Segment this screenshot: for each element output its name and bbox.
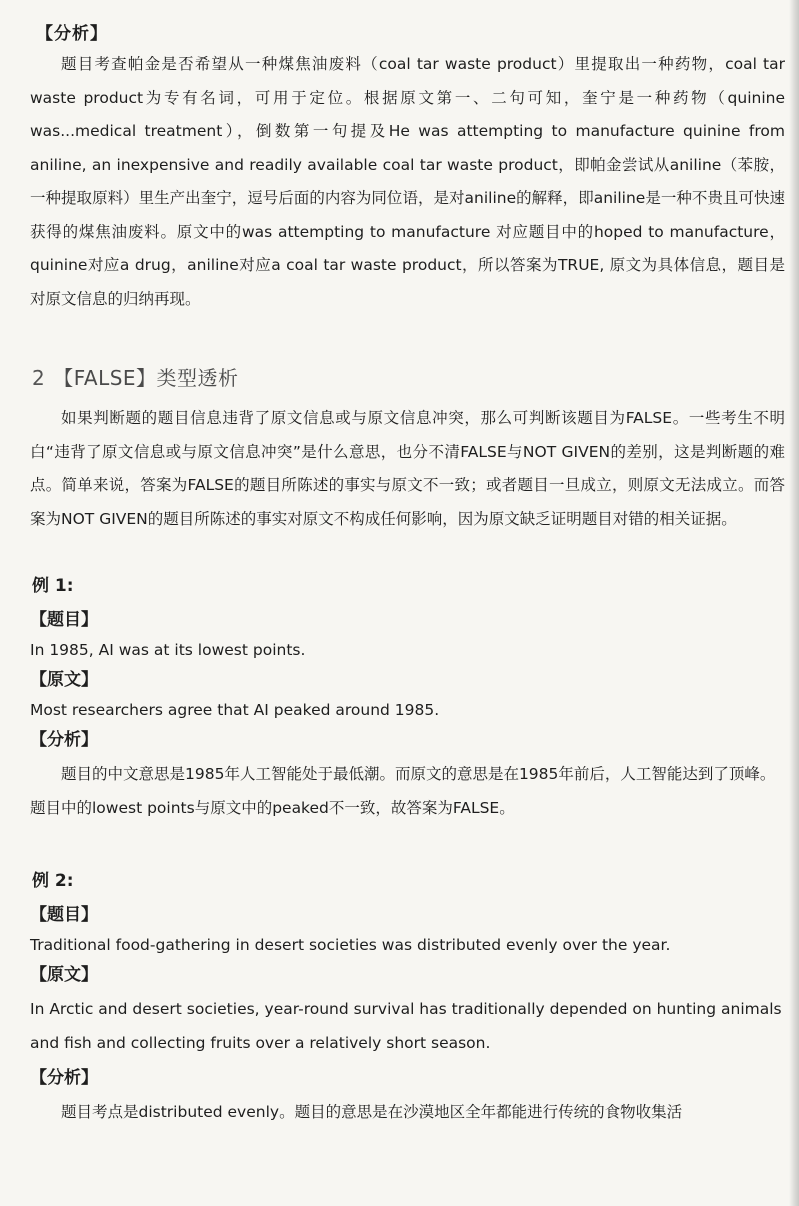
section-paragraph: 如果判断题的题目信息违背了原文信息或与原文信息冲突，那么可判断该题目为FALSE。一些考生不明白“违背了原文信息或与原文信息冲突”是什么意思，也分不清FALSE与NOT GIVEN的差别，这是判断题的难点。简单来说，答案为FALSE的题目所陈述的事实与原文不一致；或者题目一旦成立，则原文无法成立。而答案为NOT GIVEN的题目所陈述的事实对原文不构成任何影响，因为原文缺乏证明题目对错的相关证据。: [30, 409, 785, 528]
example-1-question: In 1985, AI was at its lowest points.: [30, 641, 306, 659]
intro-analysis-label: 【分析】: [36, 24, 108, 44]
page-edge-shadow: [789, 0, 799, 1206]
example-2-question: Traditional food-gathering in desert societies was distributed evenly over the year.: [30, 936, 671, 954]
example-2-source-label: 【原文】: [30, 965, 98, 985]
section-heading: [32, 364, 785, 392]
intro-analysis-paragraph: 题目考查帕金是否希望从一种煤焦油废料（coal tar waste product）里提取出一种药物，coal tar waste product为专有名词，可用于定位。根据原文第一、二句可知，奎宁是一种药物（quinine was...medical treatment），倒数第一句提及He was attempting to manufacture quinine from aniline, an inexpensive and readily available coal tar waste product，即帕金尝试从aniline（苯胺，一种提取原料）里生产出奎宁，逗号后面的内容为同位语，是对aniline的解释，即aniline是一种不贵且可快速获得的煤焦油废料。原文中的was attempting to manufacture 对应题目中的hoped to manufacture，quinine对应a drug，aniline对应a coal tar waste product，所以答案为TRUE, 原文为具体信息，题目是对原文信息的归纳再现。: [30, 55, 785, 308]
example-1-question-label: 【题目】: [30, 610, 98, 630]
example-2-analysis: 题目考点是distributed evenly。题目的意思是在沙漠地区全年都能进行传统的食物收集活: [61, 1103, 683, 1121]
example-1-analysis: 题目的中文意思是1985年人工智能处于最低潮。而原文的意思是在1985年前后，人工智能达到了顶峰。题目中的lowest points与原文中的peaked不一致，故答案为FALSE。: [30, 765, 776, 817]
section-number: 2: [32, 366, 46, 390]
example-2-heading: 例 2:: [32, 871, 74, 891]
example-2-question-label: 【题目】: [30, 905, 98, 925]
example-2-source: In Arctic and desert societies, year-round survival has traditionally depended on hunting animals and fish and collecting fruits over a relatively short season.: [30, 1000, 782, 1052]
example-1-analysis-label: 【分析】: [30, 730, 98, 750]
section-title: 【FALSE】类型透析: [53, 366, 239, 390]
example-2-analysis-label: 【分析】: [30, 1068, 98, 1088]
example-1-source-label: 【原文】: [30, 670, 98, 690]
example-1-heading: 例 1:: [32, 576, 74, 596]
example-1-source: Most researchers agree that AI peaked around 1985.: [30, 701, 440, 719]
